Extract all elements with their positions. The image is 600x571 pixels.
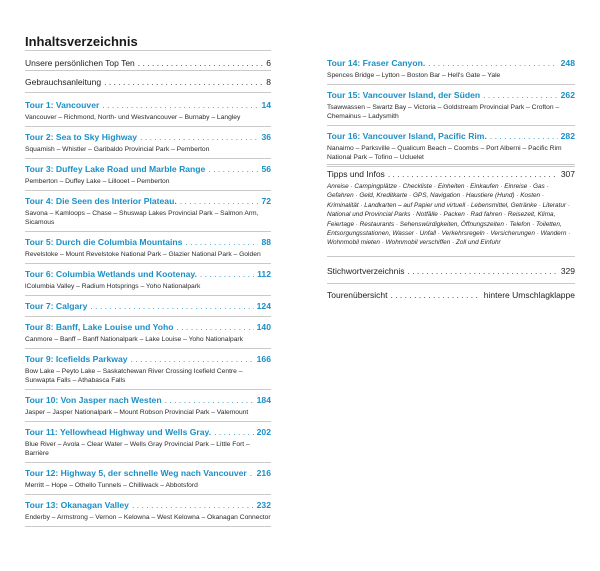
tour-stops: Canmore – Banff – Banff Nationalpark – Lake Louise – Yoho Nationalpark <box>25 336 243 343</box>
tour-page: 248 <box>560 58 575 68</box>
toc-tips-block <box>327 168 575 301</box>
toc-entry-tour[interactable] <box>25 468 271 495</box>
tour-stops: Vancouver – Richmond, North- und Westvancouver – Burnaby – Langley <box>25 114 241 121</box>
tour-page: 140 <box>256 322 271 332</box>
tour-page: 282 <box>560 131 575 141</box>
toc-entry-tipps[interactable] <box>327 169 575 248</box>
divider <box>25 421 271 422</box>
tour-page: 36 <box>261 132 271 142</box>
divider <box>25 70 271 71</box>
tour-page: 262 <box>560 90 575 100</box>
tour-title: Tour 12: Highway 5, der schnelle Weg nach Vancouver <box>25 468 247 478</box>
tour-stops: Enderby – Armstrong – Vernon – Kelowna – West Kelowna – Okanagan Connector <box>25 514 271 521</box>
tour-stops: Squamish – Whistler – Garibaldo Provincial Park – Pemberton <box>25 146 210 153</box>
toc-right-tours <box>327 58 575 172</box>
toc-entry-label: Unsere persönlichen Top Ten <box>25 58 135 68</box>
toc-entry-tour[interactable] <box>25 395 271 422</box>
tips-topics: Anreise · Campingplätze · Checkliste · Einheiten · Einkaufen · Einreise · Gas · Gefahren · Geld, Kreditkarte · GPS, Navigation · Haustiere (Hund) · Kosten · Kriminalität · Landkarten – auf Papier und virtuell · Lebensmittel, Getränke · Literatur · National und Provincial Parks · Notfälle · Packen · Rad fahren · Reisezeit, Klima, Feiertage · Restaurants · Sehenswürdigkeiten, Öffnungszeiten · Telefon · Toiletten, Entsorgungsstationen, Wasser · Unfall · Verkehrsregeln · Versicherungen · Wandern · Wohnmobil mieten · Wohnmobil verschiffen · Zoll und Einfuhr <box>327 183 571 247</box>
tour-title: Tour 5: Durch die Columbia Mountains <box>25 237 183 247</box>
tour-title: Tour 1: Vancouver <box>25 100 100 110</box>
tour-title: Tour 7: Calgary <box>25 301 88 311</box>
toc-entry-page: hintere Umschlagklappe <box>483 289 575 300</box>
tour-page: 56 <box>261 164 271 174</box>
tour-title: Tour 13: Okanagan Valley <box>25 500 129 510</box>
toc-entry-tour[interactable] <box>25 237 271 264</box>
tour-stops: lColumbia Valley – Radium Hotsprings – Yoho Nationalpark <box>25 283 201 290</box>
toc-entry-tour[interactable] <box>25 269 271 296</box>
toc-entry-page: 329 <box>560 265 575 276</box>
toc-entry-page: 307 <box>560 169 575 179</box>
divider <box>327 256 575 257</box>
toc-entry-tour[interactable] <box>25 301 271 317</box>
divider <box>25 389 271 390</box>
tour-stops: Savona – Kamloops – Chase – Shuswap Lakes Provincial Park – Salmon Arm, Sicamous <box>25 210 259 226</box>
tour-stops: Bow Lake – Peyto Lake – Saskatchewan River Crossing Icefield Centre – Sunwapta Falls – Athabasca Falls <box>25 368 243 384</box>
divider <box>327 283 575 284</box>
tour-page: 14 <box>261 100 271 110</box>
tour-page: 232 <box>256 500 271 510</box>
tour-title: Tour 14: Fraser Canyon. <box>327 58 426 68</box>
divider <box>25 263 271 264</box>
tour-title: Tour 9: Icefields Parkway <box>25 354 128 364</box>
toc-entry-tour[interactable] <box>25 500 271 527</box>
tour-title: Tour 16: Vancouver Island, Pacific Rim. <box>327 131 487 141</box>
tour-stops: Jasper – Jasper Nationalpark – Mount Robson Provincial Park – Valemount <box>25 409 249 416</box>
tour-stops: Merritt – Hope – Othello Tunnels – Chilliwack – Abbotsford <box>25 482 198 489</box>
divider <box>327 166 575 167</box>
tour-stops: Tsawwassen – Swartz Bay – Victoria – Goldstream Provincial Park – Crofton – Chemainus – Ladysmith <box>327 104 560 120</box>
toc-left-tours <box>25 100 271 532</box>
divider <box>25 494 271 495</box>
tour-title: Tour 3: Duffey Lake Road und Marble Range <box>25 164 206 174</box>
toc-entry-tour[interactable] <box>25 196 271 232</box>
tour-title: Tour 2: Sea to Sky Highway <box>25 132 138 142</box>
divider <box>327 125 575 126</box>
toc-entry-label: Gebrauchsanleitung <box>25 77 102 87</box>
tour-page: 216 <box>256 468 271 478</box>
divider <box>25 158 271 159</box>
tour-title: Tour 11: Yellowhead Highway und Wells Gray. <box>25 427 212 437</box>
toc-entry-label: Tipps und Infos <box>327 169 385 179</box>
toc-entry-tour[interactable] <box>327 90 575 126</box>
toc-entry-stichwortverzeichnis[interactable] <box>327 266 575 277</box>
divider <box>25 295 271 296</box>
toc-entry-tourenuebersicht[interactable] <box>327 290 575 301</box>
toc-entry-tour[interactable] <box>25 354 271 390</box>
toc-entry-page: 6 <box>266 58 271 68</box>
toc-entry-tour[interactable] <box>25 132 271 159</box>
toc-entry-label: Stichwortverzeichnis <box>327 265 405 276</box>
tour-page: 72 <box>261 196 271 206</box>
divider <box>25 231 271 232</box>
tour-stops: Nanaimo – Parksville – Qualicum Beach – Coombs – Port Alberni – Pacific Rim National Park – Tofino – Ucluelet <box>327 145 562 161</box>
tour-page: 112 <box>257 269 271 279</box>
toc-entry-label: Tourenübersicht <box>327 289 388 300</box>
tour-page: 202 <box>256 427 271 437</box>
page-title: Inhaltsverzeichnis <box>25 34 138 49</box>
tour-title: Tour 4: Die Seen des Interior Plateau. <box>25 196 177 206</box>
tour-stops: Revelstoke – Mount Revelstoke National Park – Glazier National Park – Golden <box>25 251 261 258</box>
tour-title: Tour 6: Columbia Wetlands und Kootenay. <box>25 269 197 279</box>
divider <box>25 348 271 349</box>
toc-entry-tour[interactable] <box>327 131 575 167</box>
divider <box>25 50 271 51</box>
tour-page: 124 <box>256 301 271 311</box>
divider <box>25 316 271 317</box>
toc-entry-tour[interactable] <box>25 322 271 349</box>
tour-title: Tour 8: Banff, Lake Louise und Yoho <box>25 322 174 332</box>
tour-title: Tour 15: Vancouver Island, der Süden <box>327 90 481 100</box>
toc-entry-tour[interactable] <box>25 164 271 191</box>
divider <box>327 84 575 85</box>
toc-entry-tour[interactable] <box>25 100 271 127</box>
tour-page: 88 <box>261 237 271 247</box>
divider <box>25 92 271 93</box>
divider <box>25 126 271 127</box>
divider <box>25 462 271 463</box>
toc-entry-top-ten[interactable] <box>25 58 271 69</box>
divider <box>327 164 575 165</box>
toc-entry-gebrauchsanleitung[interactable] <box>25 77 271 88</box>
tour-page: 166 <box>256 354 271 364</box>
divider <box>25 190 271 191</box>
toc-left-column <box>25 56 271 74</box>
tour-title: Tour 10: Von Jasper nach Westen <box>25 395 162 405</box>
tour-page: 184 <box>256 395 271 405</box>
tour-stops: Blue River – Avola – Clear Water – Wells Gray Provincial Park – Little Fort – Barrière <box>25 441 250 457</box>
toc-entry-tour[interactable] <box>25 427 271 463</box>
toc-entry-page: 8 <box>266 77 271 87</box>
toc-entry-tour[interactable] <box>327 58 575 85</box>
tour-stops: Spences Bridge – Lytton – Boston Bar – Hell's Gate – Yale <box>327 72 501 79</box>
divider <box>25 526 271 527</box>
tour-stops: Pemberton – Duffey Lake – Lillooet – Pemberton <box>25 178 170 185</box>
